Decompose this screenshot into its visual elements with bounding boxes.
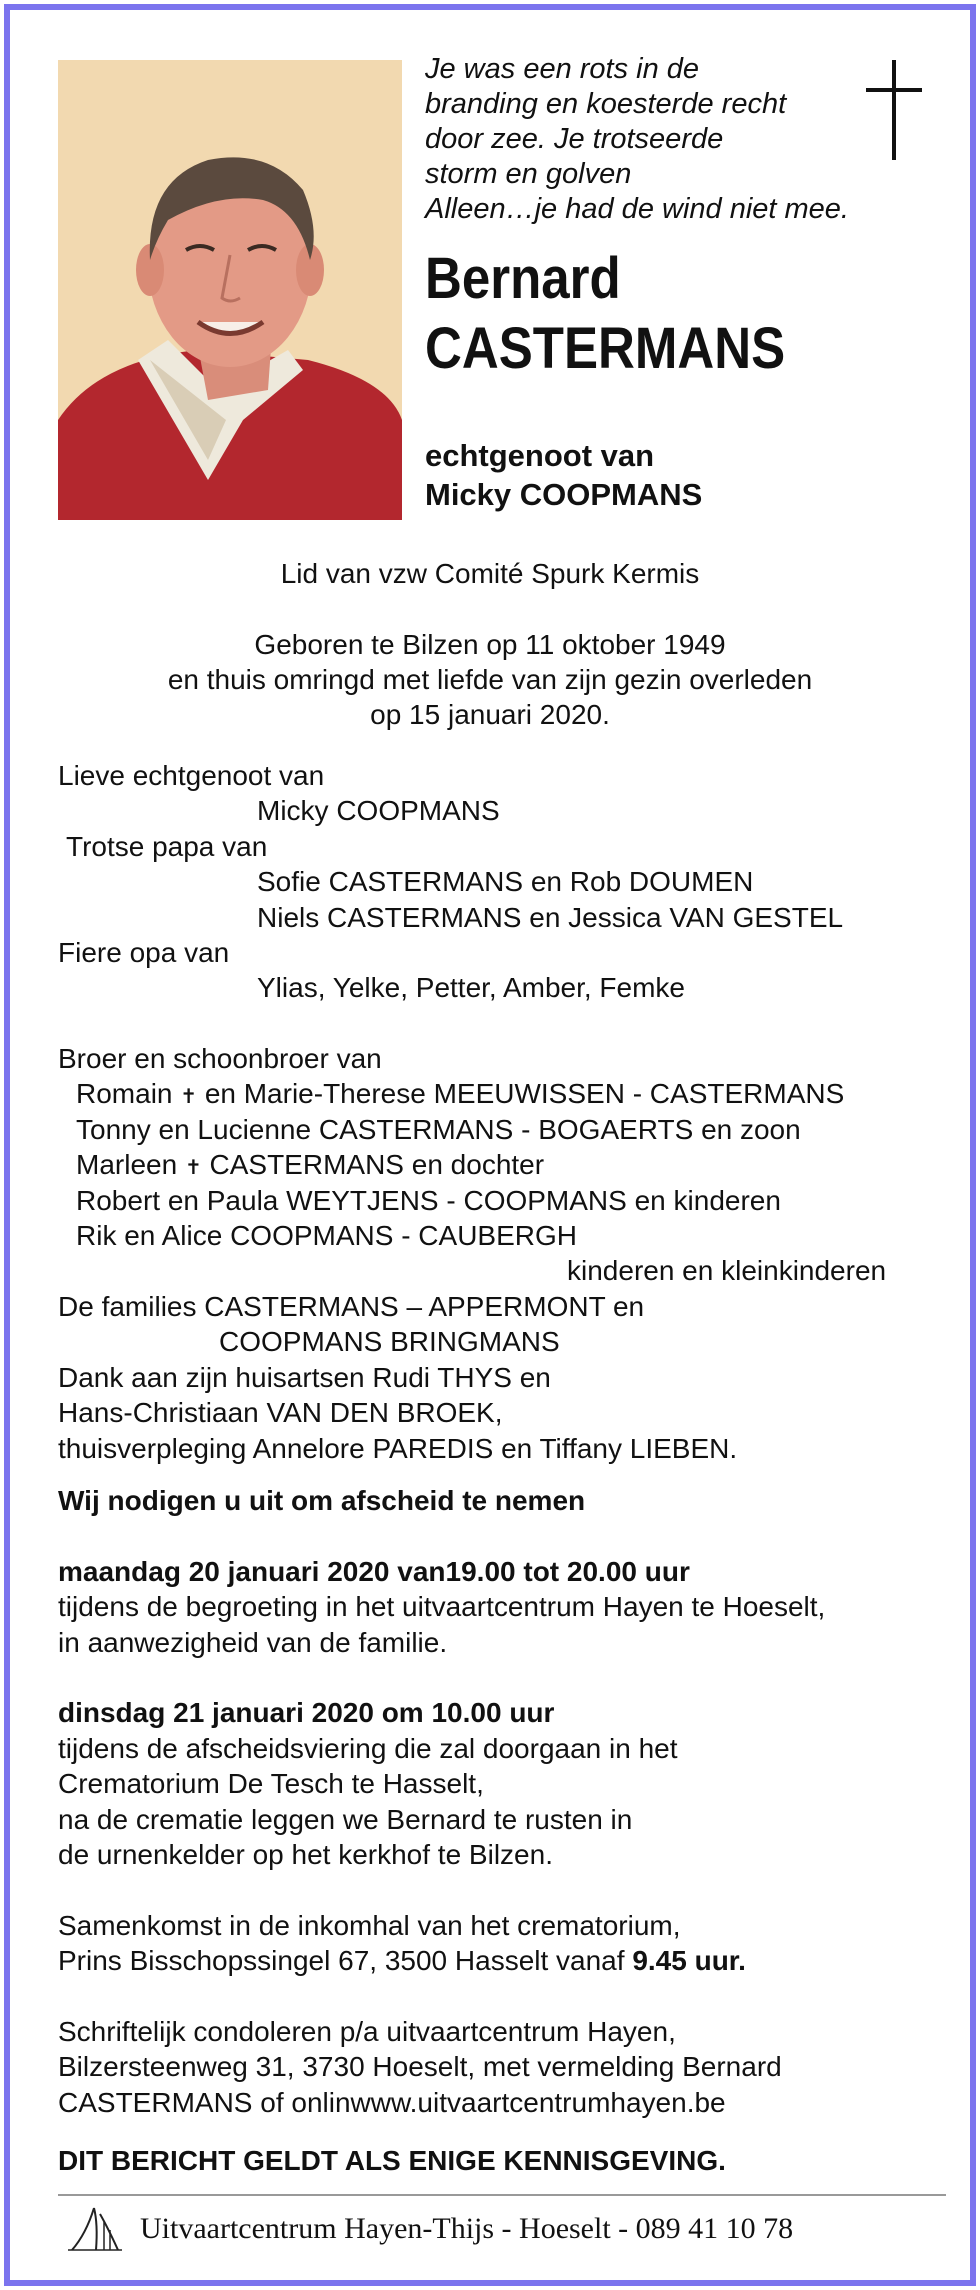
gathering-line: Samenkomst in de inkomhal van het crematorium,: [58, 1910, 681, 1941]
visitation-line: in aanwezigheid van de familie.: [58, 1627, 448, 1658]
footer-divider: [58, 2194, 946, 2196]
service-line: na de crematie leggen we Bernard te rusten in: [58, 1804, 633, 1835]
condolence-line: CASTERMANS of onlinwww.uitvaartcentrumhayen.be: [58, 2087, 726, 2118]
death-line: en thuis omringd met liefde van zijn gezin overleden: [167, 664, 813, 695]
gathering-time: 9.45 uur.: [632, 1945, 746, 1976]
service-heading: dinsdag 21 januari 2020 om 10.00 uur: [58, 1697, 555, 1728]
thanks-line: Dank aan zijn huisartsen Rudi THYS en: [58, 1362, 551, 1393]
invitation-heading: Wij nodigen u uit om afscheid te nemen: [58, 1485, 586, 1516]
poem-line: storm en golven: [425, 158, 632, 190]
notice: DIT BERICHT GELDT ALS ENIGE KENNISGEVING.: [58, 2145, 726, 2176]
families-line: De families CASTERMANS – APPERMONT en: [58, 1291, 645, 1322]
death-date-line: op 15 januari 2020.: [370, 699, 610, 730]
poem-line: branding en koesterde recht: [425, 88, 787, 120]
child-entry: Niels CASTERMANS en Jessica VAN GESTEL: [257, 902, 844, 933]
sibling-entry: kinderen en kleinkinderen: [567, 1255, 887, 1286]
sibling-entry: Rik en Alice COOPMANS - CAUBERGH: [76, 1220, 577, 1251]
first-name: Bernard: [425, 246, 621, 311]
poem: [425, 52, 895, 227]
birth-death: [0, 627, 980, 732]
visitation-line: tijdens de begroeting in het uitvaartcentrum Hayen te Hoeselt,: [58, 1591, 826, 1622]
funeral-home-logo-icon: [68, 2204, 122, 2252]
last-name: CASTERMANS: [425, 316, 786, 381]
portrait-photo: [58, 60, 402, 520]
cross-icon: [866, 60, 922, 160]
sibling-name: en Marie-Therese MEEUWISSEN - CASTERMANS: [204, 1078, 845, 1109]
spouse-entry: Micky COOPMANS: [257, 795, 500, 826]
gathering-address: Prins Bisschopssingel 67, 3500 Hasselt vanaf: [58, 1945, 625, 1976]
poem-line: Je was een rots in de: [425, 53, 700, 85]
deceased-cross-icon: ✝: [184, 1157, 202, 1179]
deceased-name: [425, 244, 785, 384]
sibling-entry: Tonny en Lucienne CASTERMANS - BOGAERTS en zoon: [76, 1114, 801, 1145]
sibling-name: Romain: [76, 1078, 173, 1109]
service-line: de urnenkelder op het kerkhof te Bilzen.: [58, 1839, 553, 1870]
grandchildren-entry: Ylias, Yelke, Petter, Amber, Femke: [257, 972, 685, 1003]
sibling-entry: [76, 1147, 544, 1187]
service-line: Crematorium De Tesch te Hasselt,: [58, 1768, 484, 1799]
poem-line: Alleen…je had de wind niet mee.: [425, 193, 849, 225]
birth-line: Geboren te Bilzen op 11 oktober 1949: [254, 629, 726, 660]
service-line: tijdens de afscheidsviering die zal doorgaan in het: [58, 1733, 678, 1764]
deceased-cross-icon: ✝: [180, 1086, 198, 1108]
thanks-line: Hans-Christiaan VAN DEN BROEK,: [58, 1397, 503, 1428]
spouse-name: Micky COOPMANS: [425, 477, 703, 512]
children-label: Trotse papa van: [66, 831, 268, 862]
sibling-name: Marleen: [76, 1149, 178, 1180]
spouse-block: [425, 436, 702, 514]
sibling-entry: Robert en Paula WEYTJENS - COOPMANS en kinderen: [76, 1185, 781, 1216]
gathering-line: [58, 1943, 746, 1979]
condolence-line: Schriftelijk condoleren p/a uitvaartcentrum Hayen,: [58, 2016, 676, 2047]
membership: Lid van vzw Comité Spurk Kermis: [280, 558, 700, 589]
child-entry: Sofie CASTERMANS en Rob DOUMEN: [257, 866, 754, 897]
spouse-label: Lieve echtgenoot van: [58, 760, 325, 791]
footer-contact: Uitvaartcentrum Hayen-Thijs - Hoeselt - 089 41 10 78: [140, 2212, 794, 2245]
siblings-label: Broer en schoonbroer van: [58, 1043, 382, 1074]
visitation-heading: maandag 20 januari 2020 van19.00 tot 20.00 uur: [58, 1556, 690, 1587]
sibling-name: CASTERMANS en dochter: [209, 1149, 545, 1180]
spouse-intro: echtgenoot van: [425, 438, 655, 473]
sibling-entry: [76, 1076, 844, 1116]
thanks-line: thuisverpleging Annelore PAREDIS en Tiffany LIEBEN.: [58, 1433, 738, 1464]
condolence-line: Bilzersteenweg 31, 3730 Hoeselt, met vermelding Bernard: [58, 2051, 782, 2082]
grandchildren-label: Fiere opa van: [58, 937, 230, 968]
poem-line: door zee. Je trotseerde: [425, 123, 724, 155]
portrait-illustration: [58, 60, 402, 520]
families-line: COOPMANS BRINGMANS: [219, 1326, 560, 1357]
